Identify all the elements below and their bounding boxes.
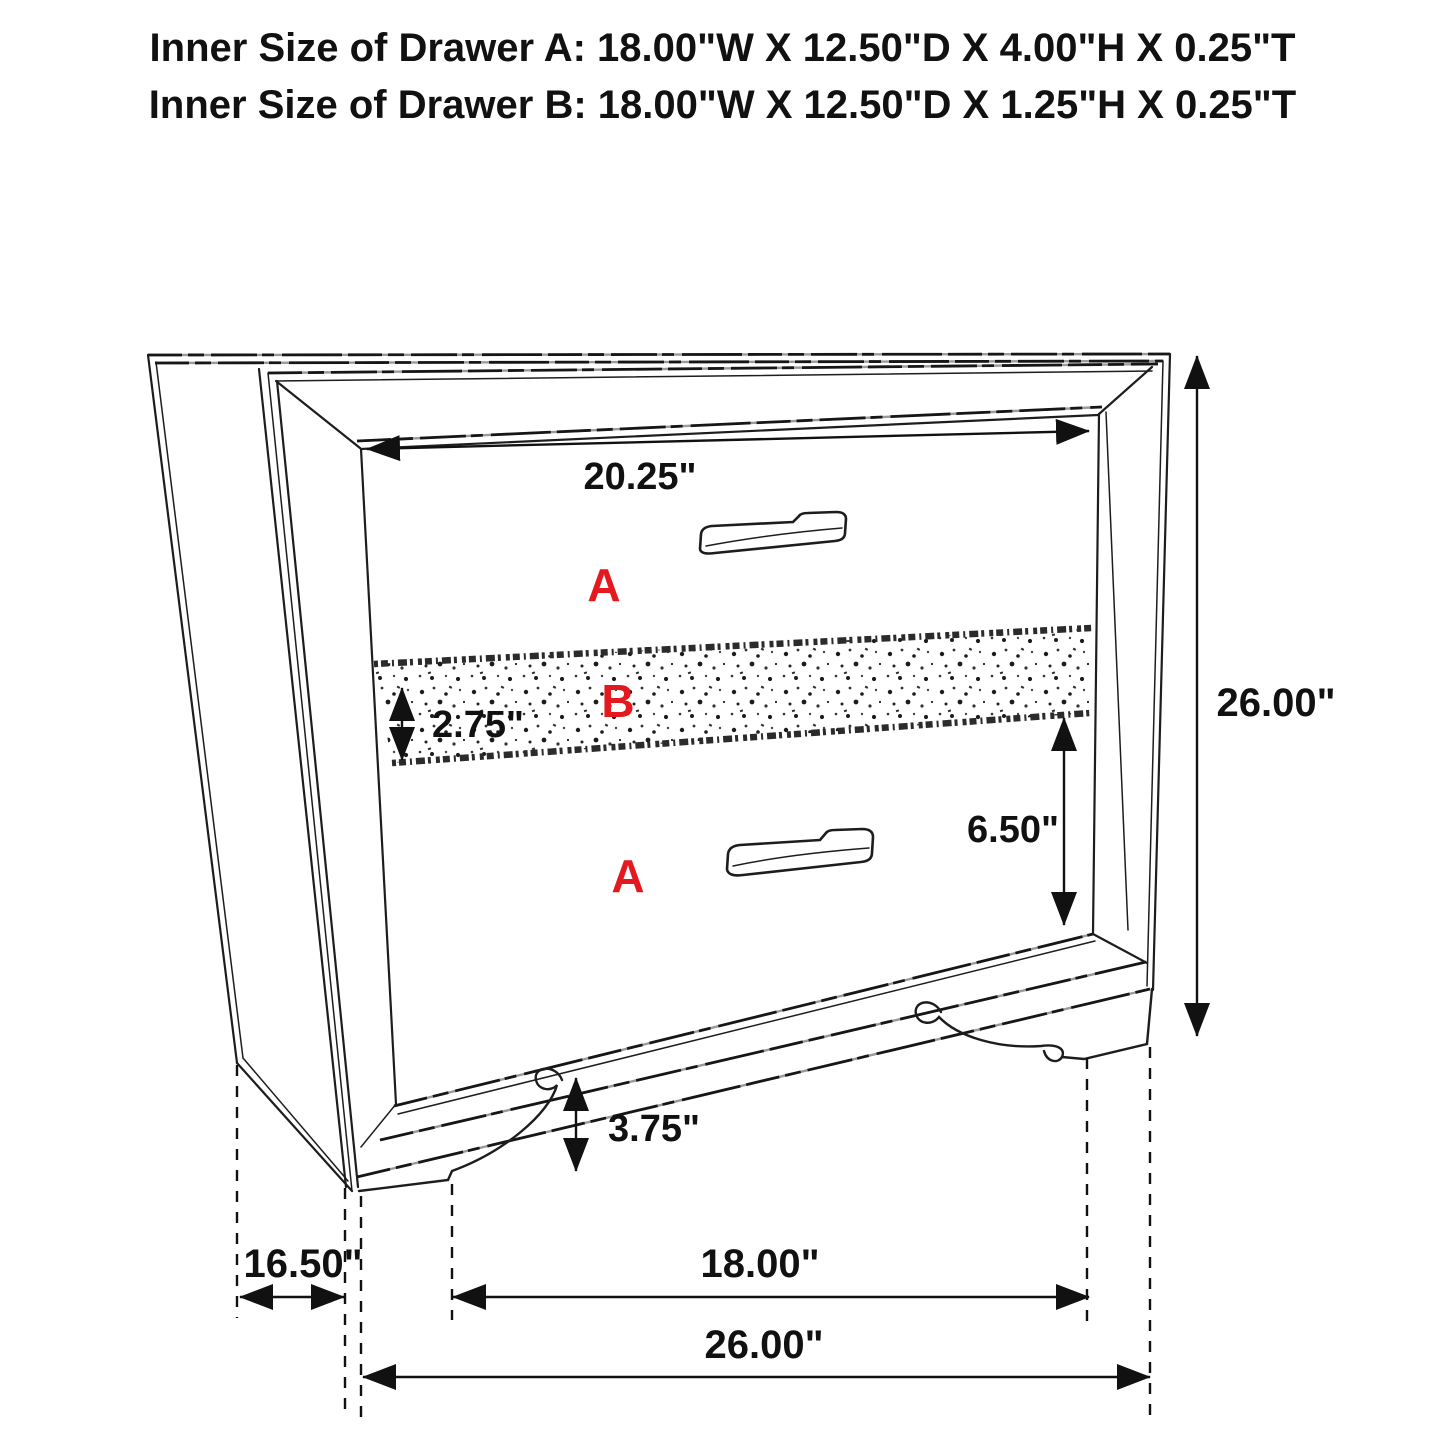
dim-side-depth	[240, 1242, 363, 1297]
dim-drawer-width-label: 18.00"	[700, 1242, 820, 1286]
dim-a-drawer-height-label: 6.50"	[967, 809, 1059, 851]
cabinet-left-side-panel	[148, 355, 358, 1191]
drawer-a-top-letter: A	[587, 559, 621, 611]
drawer-a-bottom-handle	[727, 829, 873, 875]
cabinet-right-side	[1093, 354, 1170, 990]
right-bracket-foot	[916, 989, 1152, 1061]
dim-opening-width	[367, 431, 1089, 498]
dim-a-drawer-height	[967, 718, 1064, 925]
left-bracket-foot	[359, 1069, 562, 1191]
dim-overall-height	[1197, 356, 1336, 1036]
dim-opening-width-label: 20.25"	[583, 456, 697, 498]
cabinet-bottom-rail	[357, 934, 1150, 1177]
title-line-1: Inner Size of Drawer A: 18.00"W X 12.50"D X 4.00"H X 0.25"T	[149, 26, 1296, 70]
dim-foot-height	[576, 1078, 700, 1171]
dim-overall-height-label: 26.00"	[1216, 681, 1336, 725]
cabinet-top-edges	[148, 354, 1170, 449]
drawer-a-top-handle	[700, 512, 846, 554]
drawer-a-bottom-letter: A	[611, 850, 645, 902]
title-line-2: Inner Size of Drawer B: 18.00"W X 12.50"D X 1.25"H X 0.25"T	[148, 83, 1297, 127]
dim-overall-width	[363, 1323, 1150, 1377]
dim-overall-width-label: 26.00"	[704, 1323, 824, 1367]
extension-lines	[237, 1047, 1150, 1418]
drawer-b-letter: B	[601, 675, 635, 727]
dim-side-depth-label: 16.50"	[243, 1242, 363, 1286]
dim-b-drawer-height-label: 2.75"	[432, 704, 524, 746]
dim-foot-height-label: 3.75"	[608, 1108, 700, 1150]
dim-drawer-width	[453, 1242, 1089, 1297]
drawer-opening-left-edge	[361, 449, 396, 1104]
